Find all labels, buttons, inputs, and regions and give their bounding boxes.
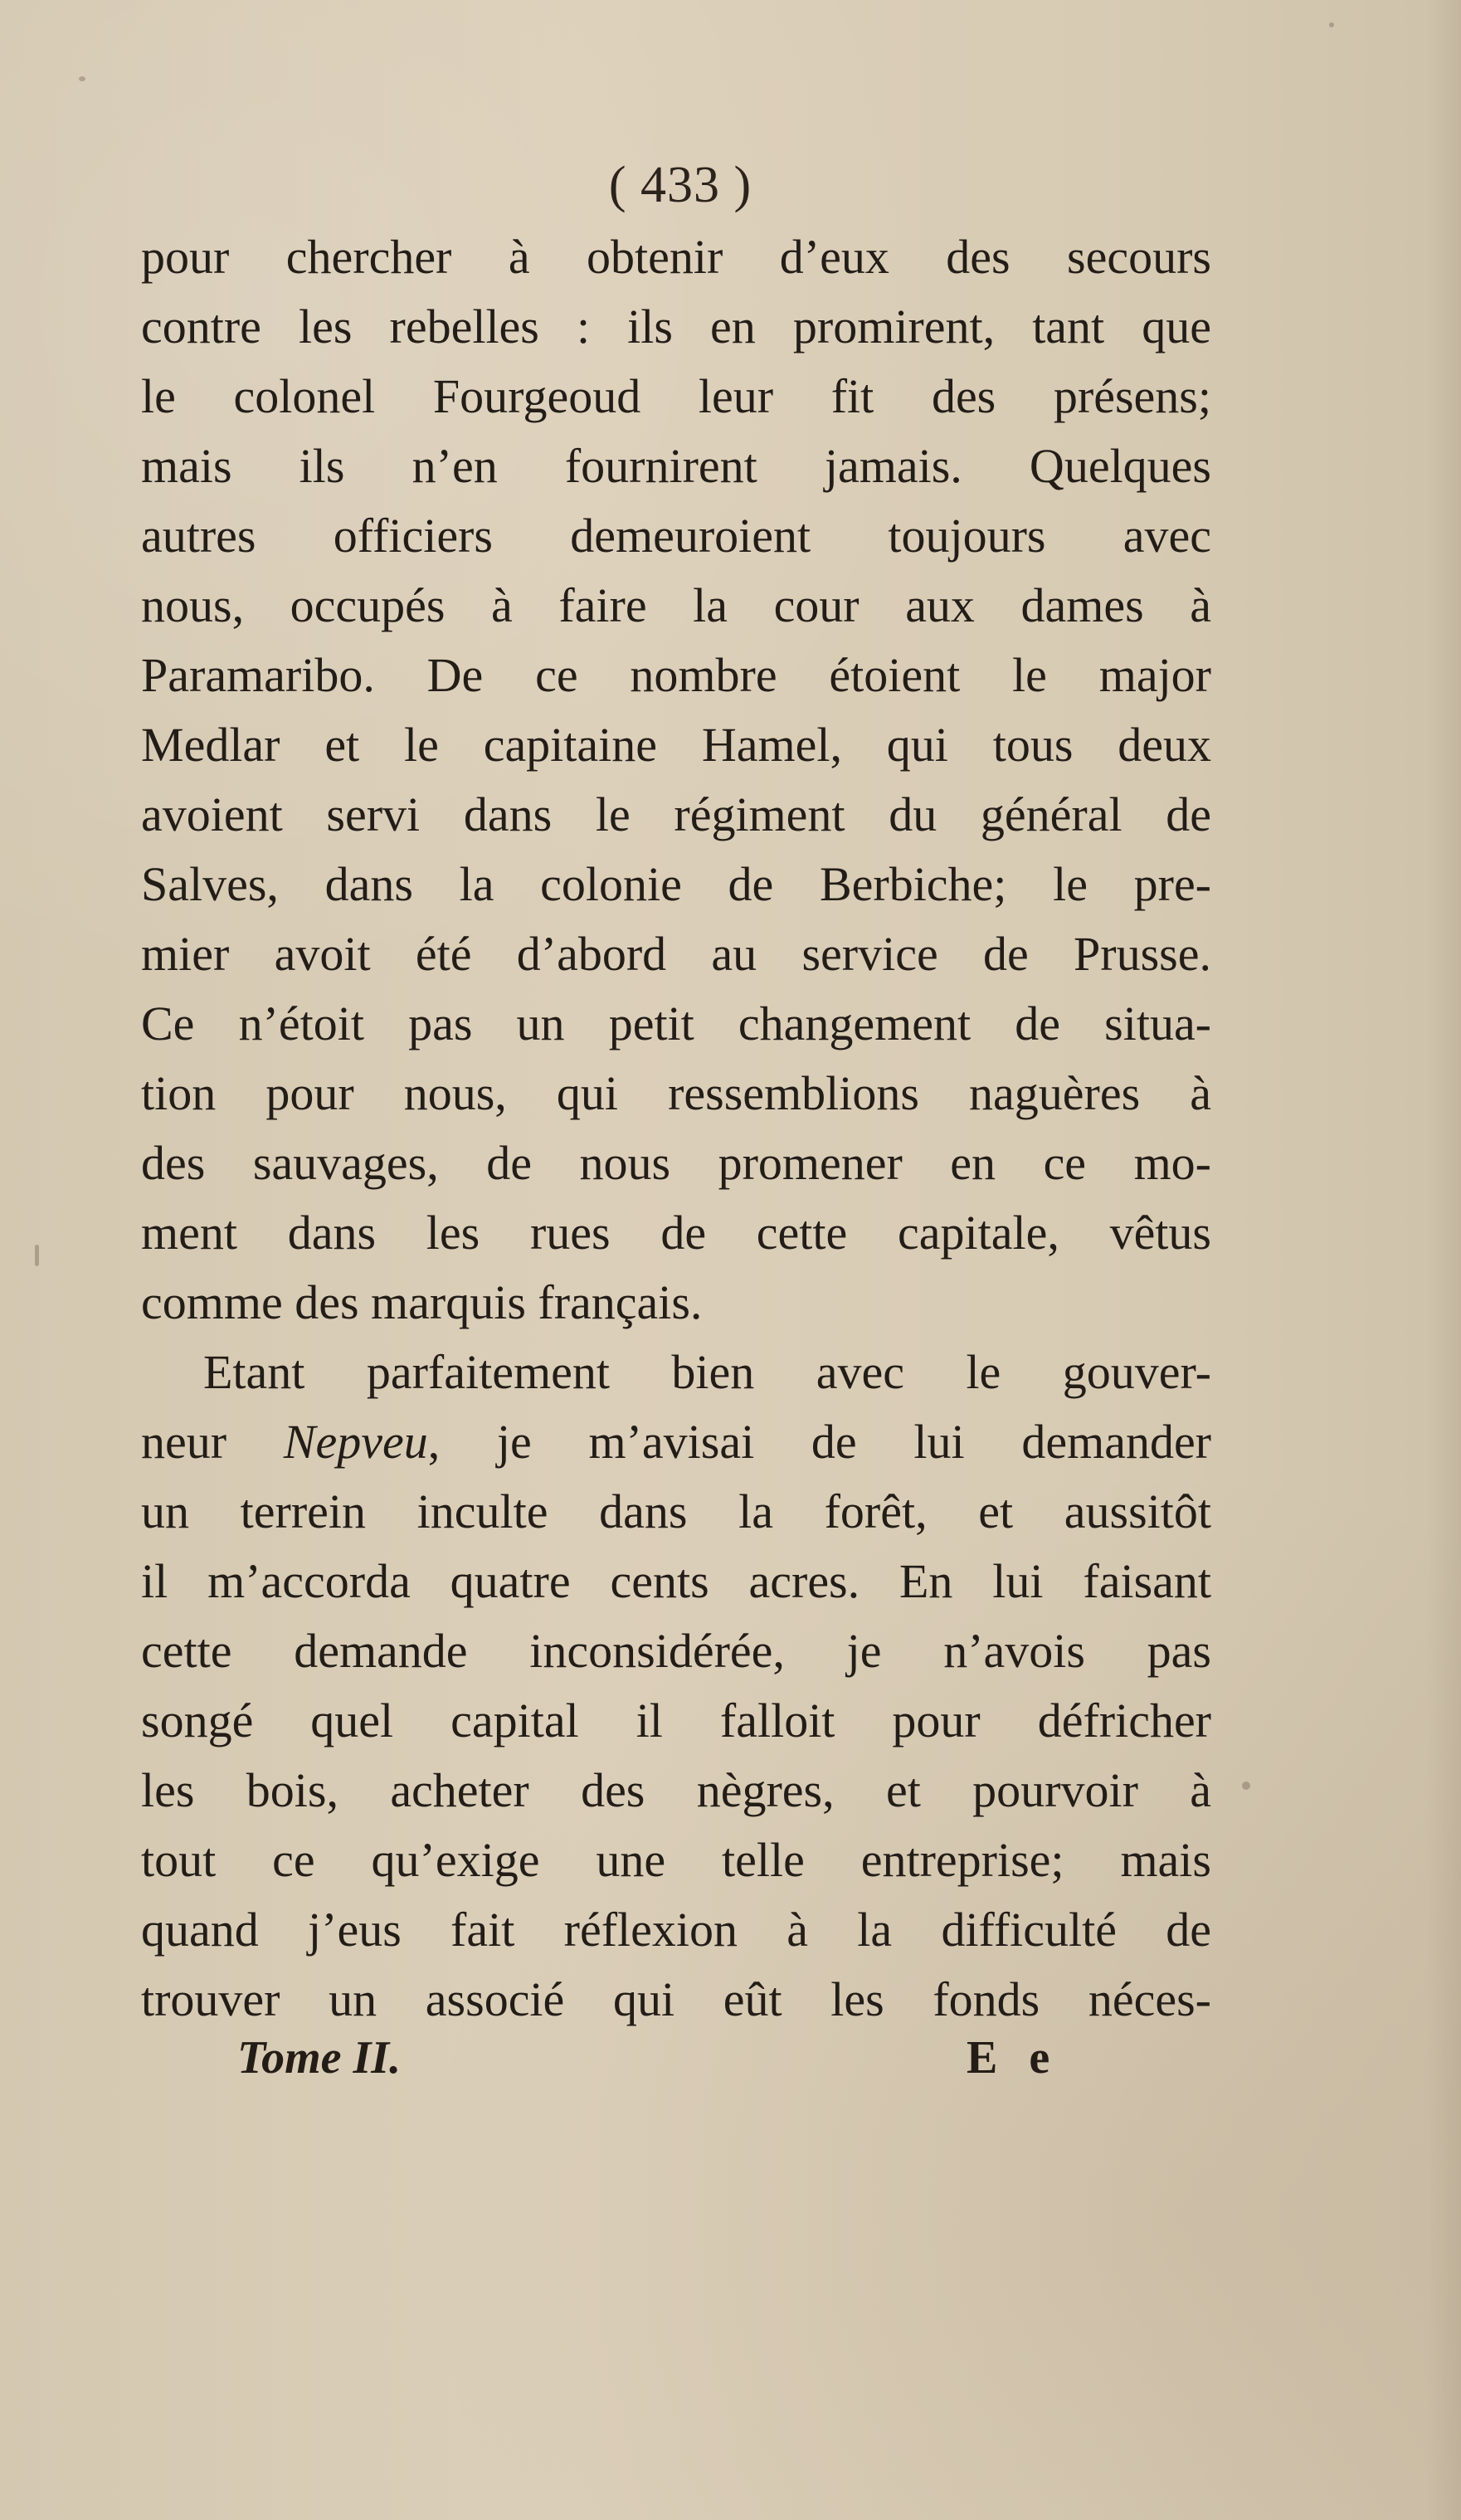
page-edge-shadow bbox=[1426, 0, 1461, 2520]
text-line: tout ce qu’exige une telle entreprise; mais bbox=[141, 1833, 1211, 1887]
page-number: ( 433 ) bbox=[608, 157, 752, 213]
paper-speck bbox=[35, 1245, 39, 1266]
volume-label: Tome II. bbox=[237, 2032, 402, 2084]
line-text-before-name: neur bbox=[141, 1415, 284, 1469]
text-line: mier avoit été d’abord au service de Prusse. bbox=[141, 927, 1211, 981]
text-line: ment dans les rues de cette capitale, vêtus bbox=[141, 1206, 1211, 1260]
text-line: trouver un associé qui eût les fonds néces- bbox=[141, 1972, 1211, 2026]
text-line: comme des marquis français. bbox=[141, 1275, 703, 1329]
text-line: un terrein inculte dans la forêt, et aussitôt bbox=[141, 1484, 1211, 1538]
text-line: nous, occupés à faire la cour aux dames à bbox=[141, 578, 1211, 632]
text-line: Medlar et le capitaine Hamel, qui tous deux bbox=[141, 718, 1211, 772]
text-line: Ce n’étoit pas un petit changement de situa- bbox=[141, 997, 1211, 1050]
text-line-with-italic-name bbox=[141, 1407, 1211, 1477]
text-line: Salves, dans la colonie de Berbiche; le pre- bbox=[141, 857, 1211, 911]
body-text bbox=[141, 222, 1211, 2035]
text-line: autres officiers demeuroient toujours avec bbox=[141, 509, 1211, 563]
paper-speck bbox=[79, 76, 85, 81]
text-line: songé quel capital il falloit pour défricher bbox=[141, 1694, 1211, 1747]
text-line: le colonel Fourgeoud leur fit des présens; bbox=[141, 369, 1211, 423]
text-line: contre les rebelles : ils en promirent, tant que bbox=[141, 300, 1211, 353]
text-line: les bois, acheter des nègres, et pourvoir à bbox=[141, 1763, 1211, 1817]
text-line: tion pour nous, qui ressemblions naguères à bbox=[141, 1066, 1211, 1120]
text-line: des sauvages, de nous promener en ce mo- bbox=[141, 1136, 1211, 1190]
text-line: avoient servi dans le régiment du général de bbox=[141, 787, 1211, 841]
text-line: cette demande inconsidérée, je n’avois pas bbox=[141, 1624, 1211, 1678]
paper-speck bbox=[1242, 1782, 1250, 1790]
paper-speck bbox=[1329, 22, 1334, 27]
signature-mark: E e bbox=[967, 2032, 1060, 2084]
governor-name: Nepveu bbox=[283, 1415, 428, 1469]
text-line: quand j’eus fait réflexion à la difficulté de bbox=[141, 1903, 1211, 1957]
text-line: mais ils n’en fournirent jamais. Quelques bbox=[141, 439, 1211, 493]
text-line: il m’accorda quatre cents acres. En lui faisant bbox=[141, 1554, 1211, 1608]
line-text-after-name: , je m’avisai de lui demander bbox=[427, 1415, 1211, 1469]
paragraph-start-line: Etant parfaitement bien avec le gouver- bbox=[203, 1345, 1211, 1399]
text-line: pour chercher à obtenir d’eux des secours bbox=[141, 230, 1211, 284]
text-line: Paramaribo. De ce nombre étoient le major bbox=[141, 648, 1211, 702]
